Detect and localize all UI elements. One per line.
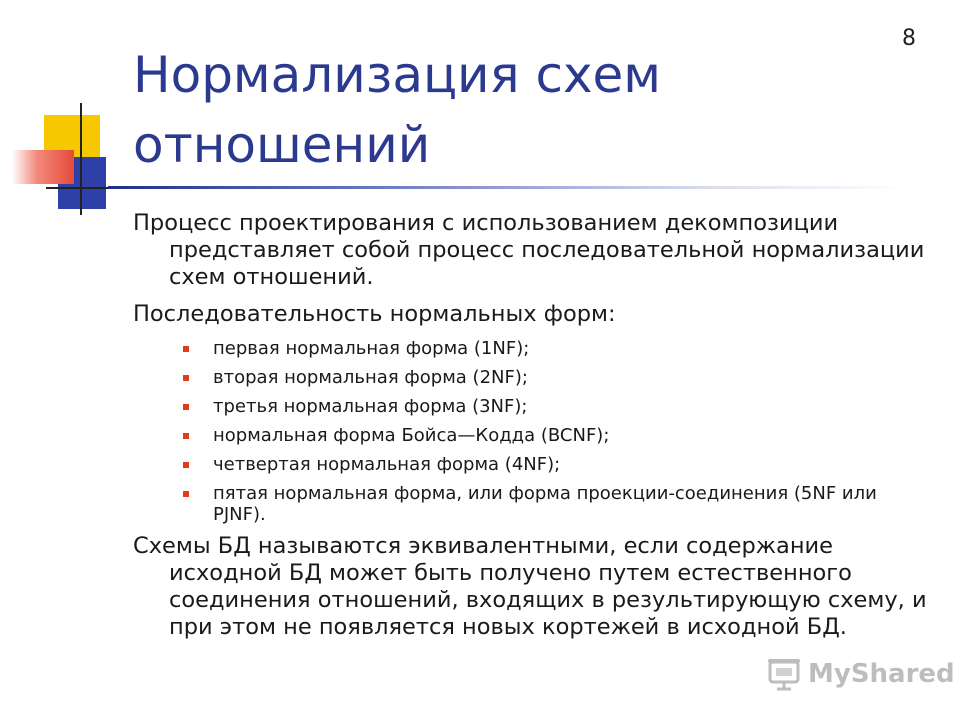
decorative-logo [0, 95, 140, 225]
paragraph-equivalent-schemas: Схемы БД называются эквивалентными, если содержание исходной БД может быть получено путем естественного соединения отношений, входящих в результирующую схему, и при этом не появляется новых кортежей в исходной БД. [133, 533, 927, 640]
list-item-text: пятая нормальная форма, или форма проекции-соединения (5NF или PJNF). [213, 483, 877, 525]
deco-vertical-line [80, 103, 82, 215]
list-item [133, 367, 933, 388]
bullet-icon [183, 404, 189, 410]
paragraph-normal-forms-heading: Последовательность нормальных форм: [133, 301, 616, 327]
bullet-icon [183, 346, 189, 352]
projector-screen-icon [766, 656, 802, 692]
bullet-icon [183, 491, 189, 497]
page-number: 8 [902, 26, 916, 51]
list-item [133, 396, 933, 417]
list-item-text: вторая нормальная форма (2NF); [213, 367, 528, 388]
list-item-text: первая нормальная форма (1NF); [213, 338, 530, 359]
paragraph-decomposition: Процесс проектирования с использованием декомпозиции представляет собой процесс последовательной нормализации схем отношений. [133, 210, 925, 290]
bullet-icon [183, 462, 189, 468]
title-line-2: отношений [133, 116, 431, 174]
title-underline [108, 186, 908, 189]
watermark-text: MyShared [808, 659, 955, 689]
bullet-icon [183, 433, 189, 439]
normal-forms-list [133, 338, 933, 525]
title-line-1: Нормализация схем [133, 46, 662, 104]
list-item-text: четвертая нормальная форма (4NF); [213, 454, 561, 475]
slide-body [133, 210, 933, 651]
deco-red-bar [12, 150, 74, 184]
bullet-icon [183, 375, 189, 381]
list-item [133, 454, 933, 475]
list-item-text: третья нормальная форма (3NF); [213, 396, 528, 417]
list-item [133, 483, 933, 525]
list-item-text: нормальная форма Бойса—Кодда (BCNF); [213, 425, 610, 446]
watermark [766, 654, 955, 694]
deco-horizontal-line [46, 187, 110, 189]
slide-title [133, 40, 893, 180]
list-item [133, 425, 933, 446]
list-item [133, 338, 933, 359]
